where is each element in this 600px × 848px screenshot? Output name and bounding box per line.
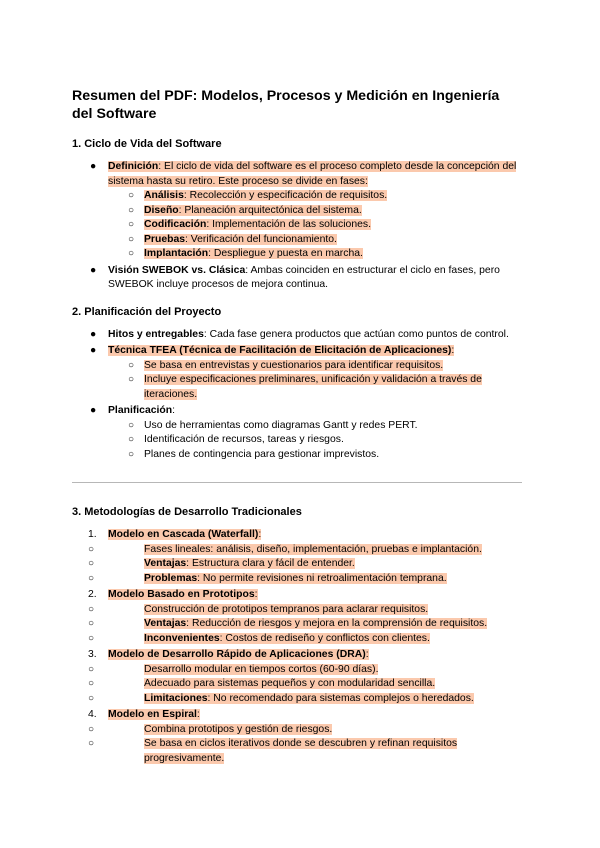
item-term: Ventajas	[144, 618, 187, 629]
list-number: 4.	[88, 709, 97, 720]
sub-list	[72, 359, 528, 403]
bullet-icon: ●	[90, 345, 97, 356]
sub-list-item	[72, 632, 528, 647]
highlighted-text: Adecuado para sistemas pequeños y con modularidad sencilla.	[144, 678, 436, 689]
circle-bullet-icon: ○	[128, 204, 135, 216]
item-term: Pruebas	[144, 233, 186, 245]
circle-bullet-icon: ○	[128, 248, 135, 259]
item-text: :	[196, 709, 200, 720]
sub-list-item	[72, 204, 528, 219]
sub-list	[72, 603, 528, 647]
item-term: Codificación	[144, 219, 207, 230]
sub-list-item	[72, 557, 528, 572]
circle-bullet-icon: ○	[128, 359, 135, 371]
item-text: Uso de herramientas como diagramas Gantt y redes PERT.	[144, 419, 418, 431]
item-term: Limitaciones	[144, 692, 208, 704]
item-term: Visión SWEBOK vs. Clásica	[108, 264, 246, 276]
list-item	[72, 160, 528, 262]
list-item	[72, 708, 528, 766]
item-text: :	[258, 529, 262, 540]
circle-bullet-icon: ○	[88, 738, 95, 749]
highlighted-text	[144, 693, 474, 704]
list-item	[72, 328, 528, 343]
highlighted-text	[108, 589, 258, 600]
list-item	[72, 344, 528, 402]
item-text: :	[254, 589, 258, 600]
document-title: Resumen del PDF: Modelos, Procesos y Medición en Ingeniería del Software	[72, 88, 500, 122]
bullet-icon: ●	[90, 264, 97, 276]
sub-list-item	[72, 723, 528, 738]
item-text: : El ciclo de vida del software es el proceso completo desde la concepción del sistema hasta su retiro. Este proceso se divide en fases:	[108, 161, 517, 187]
sub-list-item	[72, 692, 528, 707]
item-text: Planes de contingencia para gestionar imprevistos.	[144, 448, 380, 460]
section-heading: 3. Metodologías de Desarrollo Tradicionales	[72, 506, 302, 518]
circle-bullet-icon: ○	[128, 434, 135, 445]
sub-list-item	[72, 419, 528, 434]
sub-list	[72, 543, 528, 587]
highlighted-text	[108, 529, 261, 540]
highlighted-text	[144, 234, 337, 245]
item-text: : Reducción de riesgos y mejora en la comprensión de requisitos.	[186, 618, 488, 629]
highlighted-text: Se basa en ciclos iterativos donde se descubren y refinan requisitos progresivamente.	[144, 738, 458, 764]
list-number: 1.	[88, 529, 97, 540]
list-item	[72, 588, 528, 646]
sub-list-item	[72, 233, 528, 248]
circle-bullet-icon: ○	[128, 374, 135, 385]
bullet-list	[72, 328, 600, 463]
sub-list-item	[72, 603, 528, 618]
circle-bullet-icon: ○	[88, 632, 95, 644]
section-ciclo-de-vida	[72, 137, 600, 293]
circle-bullet-icon: ○	[88, 572, 95, 584]
circle-bullet-icon: ○	[88, 692, 95, 704]
item-text: : Ambas coinciden en estructurar el ciclo en fases, pero SWEBOK incluye procesos de mejora continua.	[108, 264, 500, 290]
item-term: Técnica TFEA (Técnica de Facilitación de Elicitación de Aplicaciones)	[108, 345, 452, 356]
sub-list	[72, 419, 528, 463]
highlighted-text: Desarrollo modular en tiempos cortos (60-90 días).	[144, 663, 379, 675]
highlighted-text	[144, 219, 371, 230]
section-heading: 2. Planificación del Proyecto	[72, 305, 222, 318]
bullet-list	[72, 160, 600, 293]
highlighted-text	[144, 205, 362, 216]
circle-bullet-icon: ○	[128, 219, 135, 230]
item-text: : Implementación de las soluciones.	[206, 219, 371, 230]
highlighted-text	[144, 248, 363, 259]
highlighted-text: Combina prototipos y gestión de riesgos.	[144, 723, 333, 735]
highlighted-text	[108, 161, 516, 187]
item-term: Diseño	[144, 204, 179, 216]
circle-bullet-icon: ○	[88, 558, 95, 569]
item-term: Definición	[108, 161, 159, 172]
highlighted-text	[144, 618, 487, 629]
item-text: :	[451, 345, 455, 356]
item-term: Modelo en Cascada (Waterfall)	[108, 529, 259, 540]
sub-list-item	[72, 359, 528, 374]
sub-list-item	[72, 218, 528, 233]
circle-bullet-icon: ○	[88, 723, 95, 735]
item-term: Problemas	[144, 572, 198, 584]
item-text: :	[365, 649, 369, 660]
item-text: Identificación de recursos, tareas y riesgos.	[144, 434, 344, 445]
item-term: Modelo Basado en Prototipos	[108, 589, 255, 600]
sub-list-item	[72, 572, 528, 587]
circle-bullet-icon: ○	[88, 678, 95, 689]
item-term: Hitos y entregables	[108, 328, 204, 340]
item-text: : Recolección y especificación de requisitos.	[183, 190, 388, 201]
section-planificacion	[72, 305, 600, 463]
item-text: : Despliegue y puesta en marcha.	[208, 248, 363, 259]
item-term: Modelo en Espiral	[108, 709, 197, 720]
bullet-icon: ●	[90, 405, 97, 416]
item-text: : No permite revisiones ni retroalimentación temprana.	[197, 572, 447, 584]
item-term: Ventajas	[144, 558, 187, 569]
item-text: : No recomendado para sistemas complejos o heredados.	[207, 692, 474, 704]
item-term: Análisis	[144, 190, 184, 201]
sub-list-item	[72, 737, 528, 766]
circle-bullet-icon: ○	[88, 543, 95, 555]
sub-list-item	[72, 543, 528, 558]
sub-list-item	[72, 663, 528, 678]
circle-bullet-icon: ○	[128, 233, 135, 245]
item-term: Modelo de Desarrollo Rápido de Aplicaciones (DRA)	[108, 649, 366, 660]
circle-bullet-icon: ○	[128, 448, 135, 460]
highlighted-text	[108, 649, 369, 660]
sub-list-item	[72, 617, 528, 632]
circle-bullet-icon: ○	[88, 663, 95, 675]
sub-list	[72, 189, 528, 262]
circle-bullet-icon: ○	[88, 603, 95, 615]
bullet-icon: ●	[90, 161, 97, 172]
highlighted-text: Fases lineales: análisis, diseño, implementación, pruebas e implantación.	[144, 543, 482, 555]
sub-list-item	[72, 677, 528, 692]
item-text: : Estructura clara y fácil de entender.	[186, 558, 355, 569]
highlighted-text	[108, 709, 200, 720]
highlighted-text	[144, 573, 447, 584]
item-text: :	[172, 405, 175, 416]
sub-list-item	[72, 189, 528, 204]
list-number: 3.	[88, 649, 97, 660]
sub-list-item	[72, 433, 528, 448]
numbered-list	[72, 528, 600, 766]
circle-bullet-icon: ○	[88, 618, 95, 629]
list-item	[72, 528, 528, 586]
section-heading: 1. Ciclo de Vida del Software	[72, 138, 222, 150]
bullet-icon: ●	[90, 328, 97, 340]
list-number: 2.	[88, 589, 97, 600]
list-item	[72, 648, 528, 706]
section-metodologias	[72, 505, 600, 766]
highlighted-text: Incluye especificaciones preliminares, unificación y validación a través de iteraciones.	[144, 374, 482, 400]
circle-bullet-icon: ○	[128, 190, 135, 201]
item-text: : Costos de rediseño y conflictos con clientes.	[219, 632, 430, 644]
item-term: Implantación	[144, 248, 209, 259]
item-text: : Planeación arquitectónica del sistema.	[178, 204, 362, 216]
highlighted-text: Se basa en entrevistas y cuestionarios para identificar requisitos.	[144, 359, 444, 371]
item-term: Planificación	[108, 405, 173, 416]
highlighted-text	[144, 558, 355, 569]
sub-list	[72, 723, 528, 767]
highlighted-text	[108, 345, 454, 356]
sub-list-item	[72, 373, 528, 402]
highlighted-text	[144, 633, 430, 644]
sub-list-item	[72, 448, 528, 463]
highlighted-text: Construcción de prototipos tempranos para aclarar requisitos.	[144, 603, 429, 615]
list-item	[72, 404, 528, 462]
sub-list	[72, 663, 528, 707]
circle-bullet-icon: ○	[128, 419, 135, 431]
horizontal-divider	[72, 482, 522, 483]
highlighted-text	[144, 190, 387, 201]
item-text: : Cada fase genera productos que actúan como puntos de control.	[203, 328, 509, 340]
item-text: : Verificación del funcionamiento.	[185, 233, 337, 245]
sub-list-item	[72, 247, 528, 262]
list-item	[72, 264, 528, 293]
item-term: Inconvenientes	[144, 632, 220, 644]
